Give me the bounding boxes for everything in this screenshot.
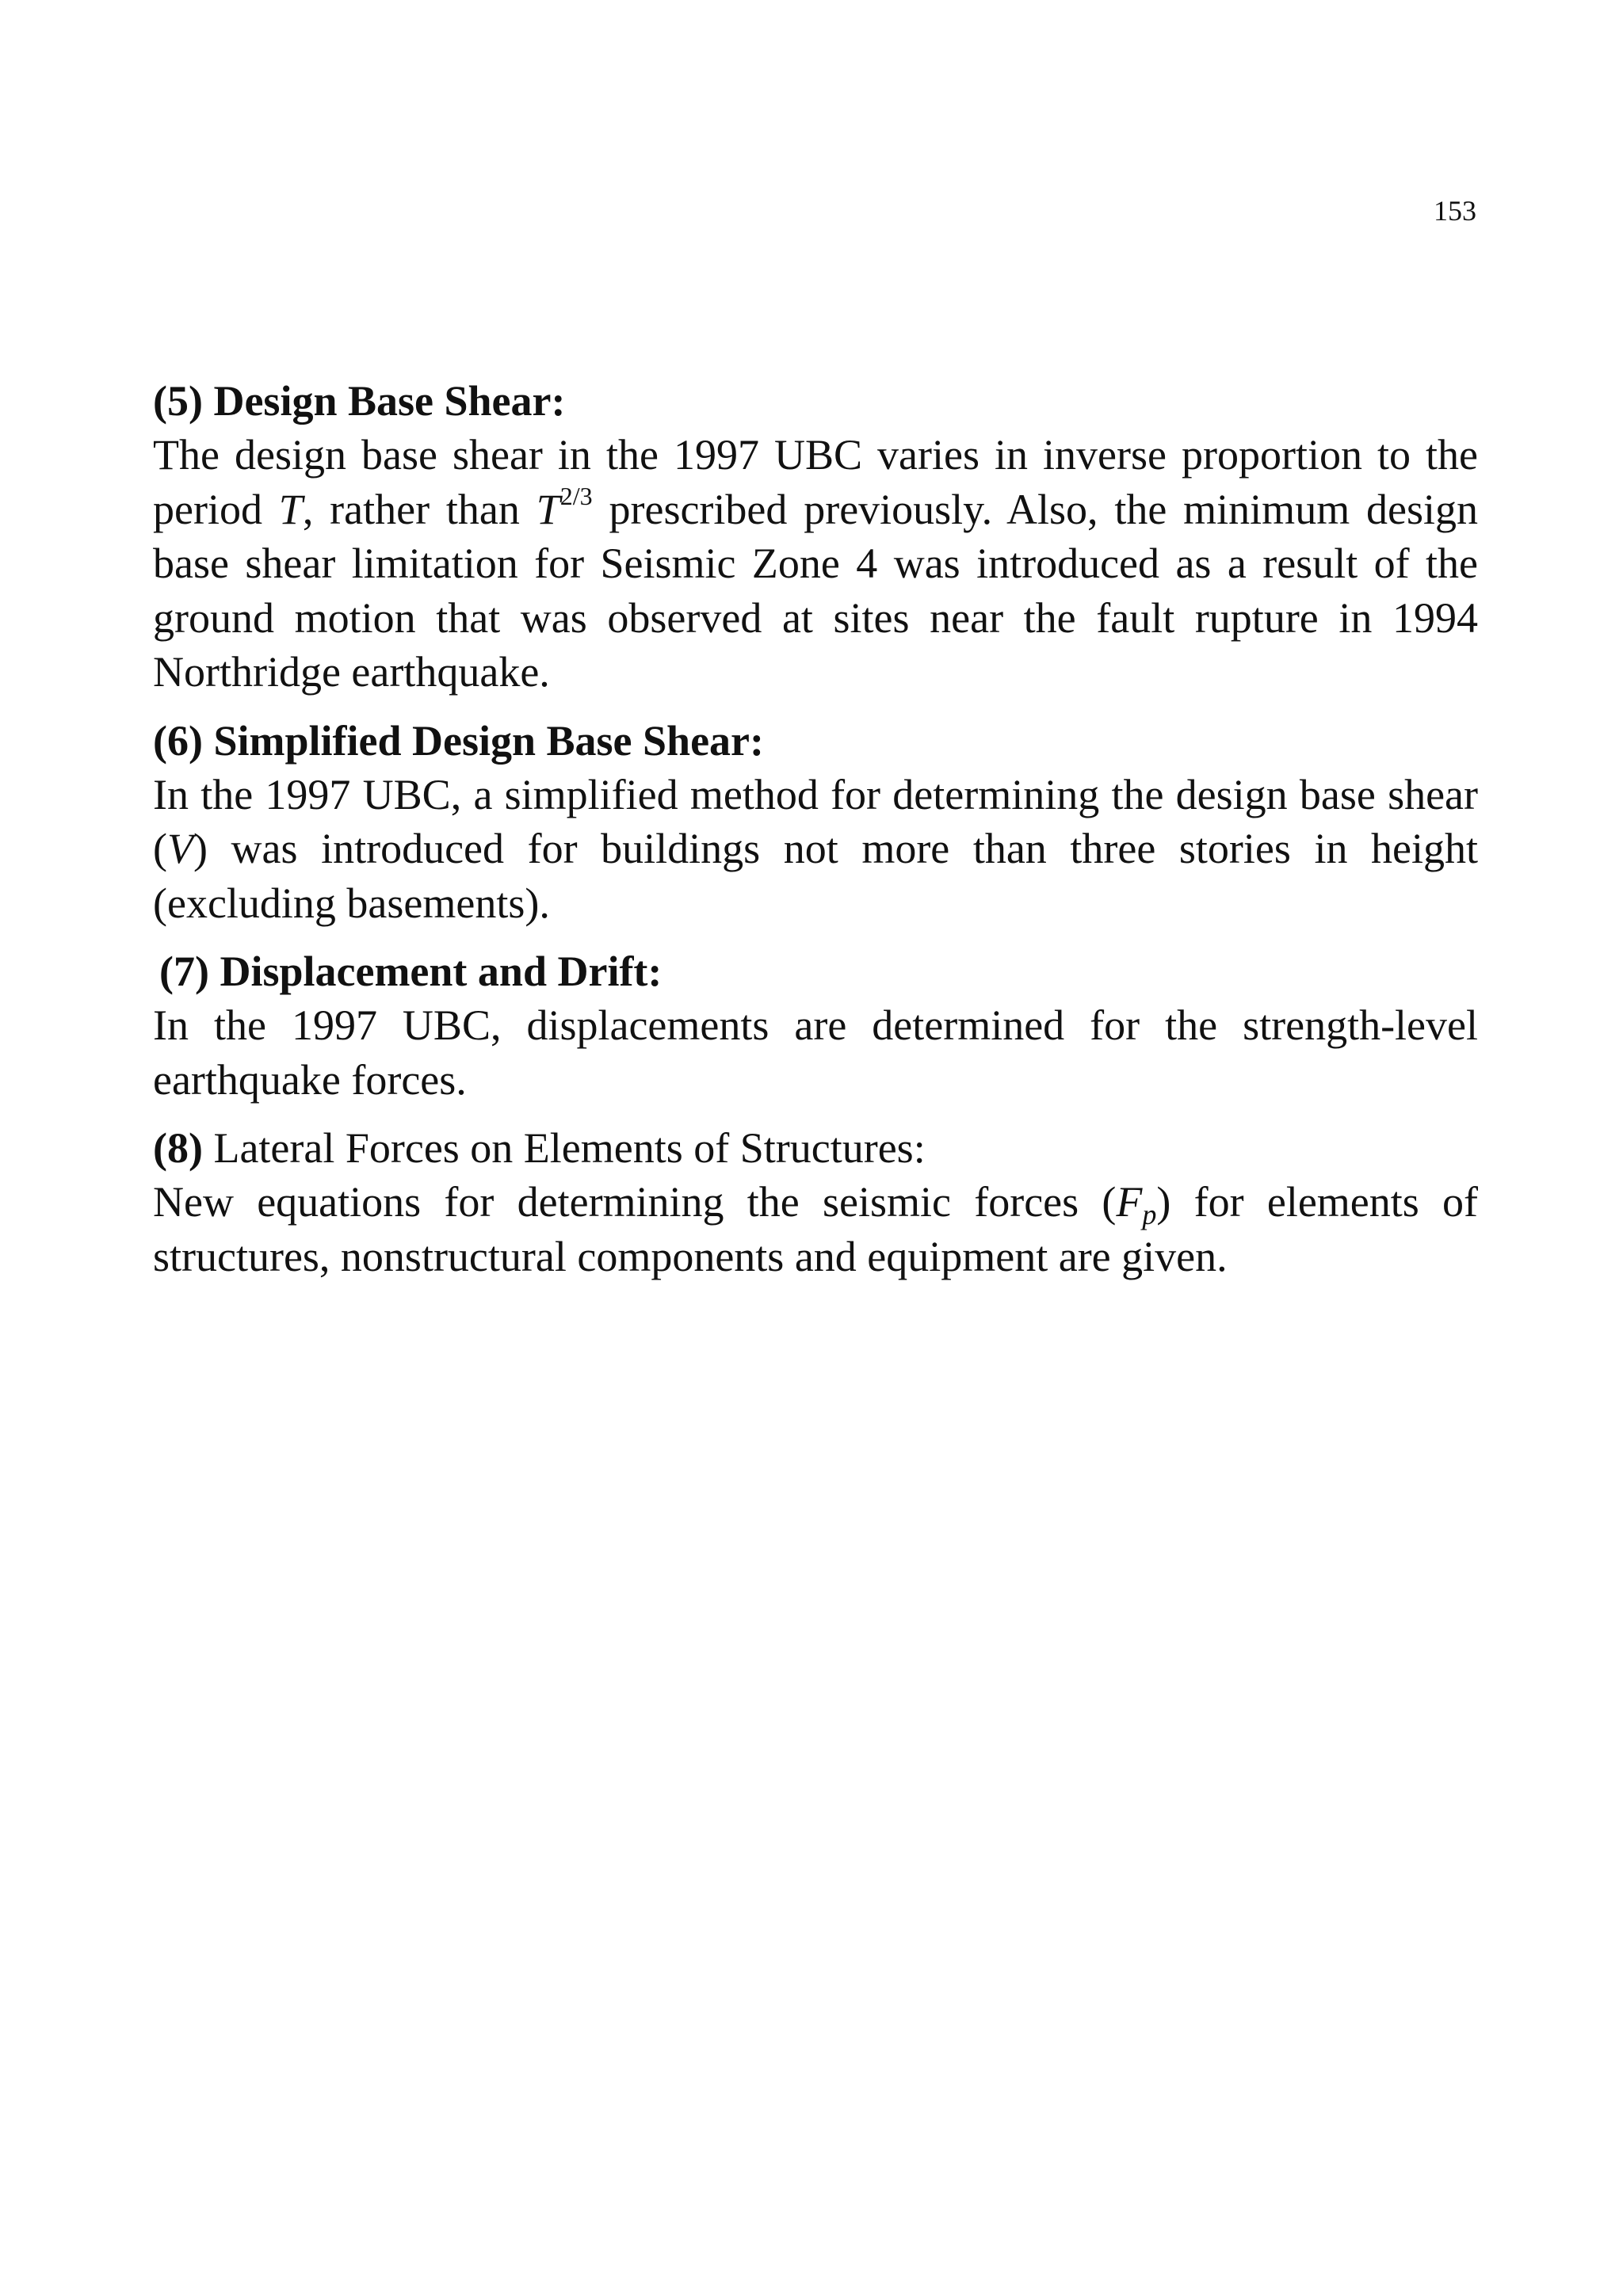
paragraph-text: The design base shear in the 1997 UBC varies in inverse proportion to the period xyxy=(153,431,1478,533)
section-heading xyxy=(153,944,1478,998)
section-simplified-design-base-shear xyxy=(153,714,1478,931)
heading-text: Lateral Forces on Elements of Structures: xyxy=(202,1124,926,1172)
page-number: 153 xyxy=(1434,195,1476,227)
paragraph-text: prescribed previously. Also, the minimum design base shear limitation for Seismic Zone 4 was introduced as a result of the ground motion that was observed at sites near the fault rupture in 1994 Northridge earthquake. xyxy=(153,485,1479,696)
section-heading: (5) Design Base Shear: xyxy=(153,377,566,425)
force-variable: F xyxy=(1116,1178,1143,1226)
page-body xyxy=(153,374,1478,1283)
paragraph-text: ) for elements of structures, nonstructural components and equipment are given. xyxy=(153,1178,1479,1280)
section-paragraph: In the 1997 UBC, displacements are determined for the strength-level earthquake forces. xyxy=(153,1001,1478,1104)
paragraph-text: New equations for determining the seismic forces ( xyxy=(153,1178,1117,1226)
paragraph-text: In the 1997 UBC, a simplified method for determining the design base shear ( xyxy=(153,770,1478,872)
subscript-variable: p xyxy=(1142,1199,1157,1230)
exponent: 2/3 xyxy=(559,481,593,510)
section-paragraph xyxy=(153,428,1478,700)
period-variable: T xyxy=(536,485,560,533)
section-lateral-forces xyxy=(153,1121,1478,1283)
shear-variable: V xyxy=(166,825,193,872)
heading-text: (7) Displacement and Drift: xyxy=(159,948,663,995)
paragraph-text: , rather than xyxy=(302,485,537,533)
section-paragraph xyxy=(153,768,1478,931)
section-displacement-and-drift xyxy=(153,944,1478,1107)
section-heading xyxy=(153,1121,1478,1175)
section-heading: (6) Simplified Design Base Shear: xyxy=(153,716,765,765)
section-design-base-shear xyxy=(153,374,1478,700)
paragraph-text: ) was introduced for buildings not more than three stories in height (excluding basements). xyxy=(153,825,1478,927)
subscript xyxy=(1142,1199,1156,1230)
heading-number: (8) xyxy=(153,1124,203,1172)
period-variable: T xyxy=(278,485,303,533)
section-paragraph xyxy=(153,1175,1478,1283)
